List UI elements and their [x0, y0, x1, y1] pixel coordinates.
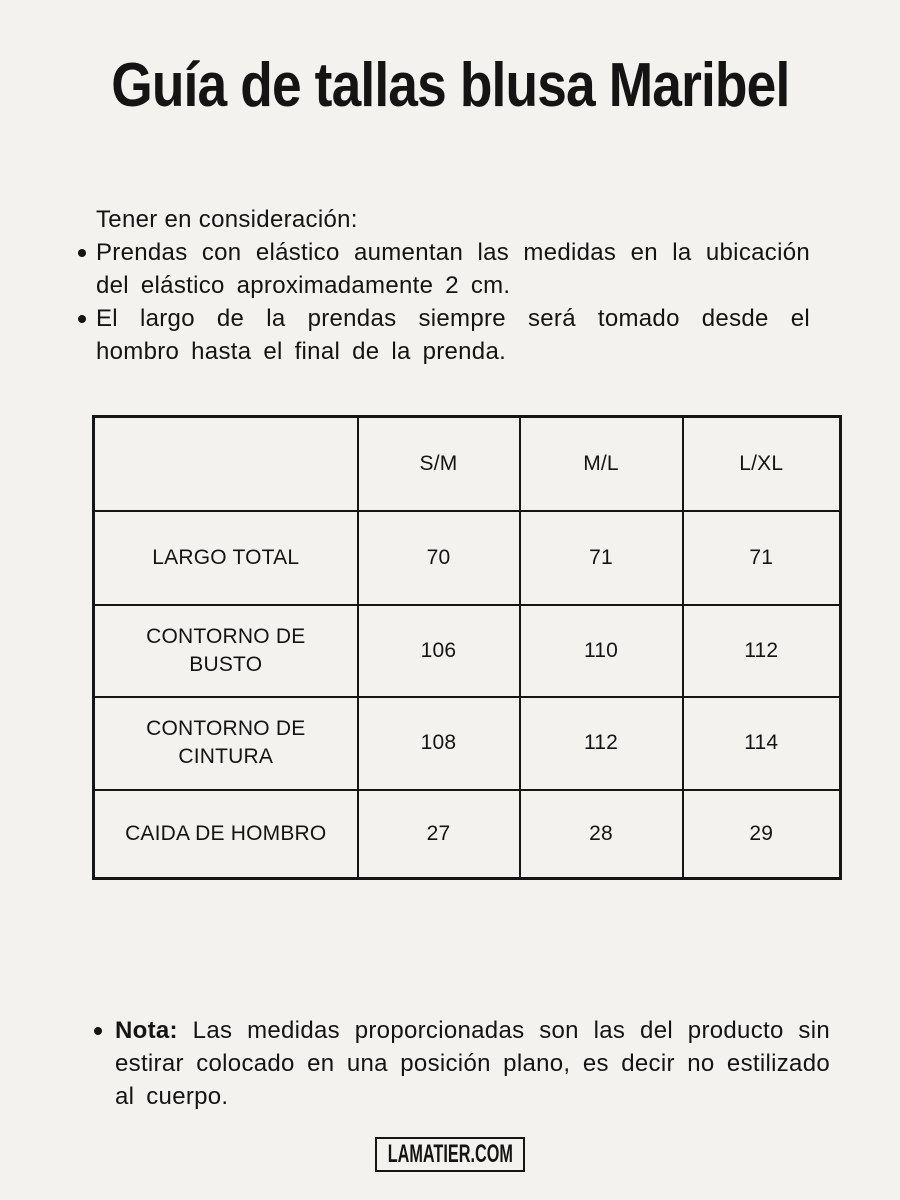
bullet-icon — [94, 1027, 102, 1035]
row-label: CONTORNO DE CINTURA — [146, 717, 306, 768]
considerations-heading: Tener en consideración: — [96, 206, 358, 233]
bullet-icon — [78, 249, 86, 257]
table-header-row — [94, 417, 841, 511]
table-corner-cell — [94, 417, 358, 511]
measure-cell: 114 — [683, 697, 841, 790]
measure-cell: 108 — [358, 697, 520, 790]
table-row — [94, 511, 841, 605]
consideration-text: El largo de la prendas siempre será tomado desde el hombro hasta el final de la prenda. — [96, 305, 810, 365]
column-header-ml: M/L — [520, 417, 683, 511]
row-label-cell — [94, 790, 358, 879]
table-row — [94, 790, 841, 879]
measure-cell: 27 — [358, 790, 520, 879]
measure-cell: 28 — [520, 790, 683, 879]
column-header-lxl: L/XL — [683, 417, 841, 511]
row-label: CONTORNO DE BUSTO — [146, 624, 306, 676]
measure-cell: 112 — [683, 605, 841, 697]
brand-label: LAMATIER.COM — [387, 1140, 513, 1168]
note-item — [92, 1014, 830, 1113]
column-header-sm: S/M — [358, 417, 520, 511]
bullet-icon — [78, 315, 86, 323]
measure-cell: 70 — [358, 511, 520, 605]
table-row — [94, 605, 841, 697]
page-title — [0, 51, 900, 120]
page-title-text: Guía de tallas blusa Maribel — [110, 51, 790, 120]
table-row — [94, 697, 841, 790]
list-item — [75, 302, 810, 368]
size-table — [92, 415, 842, 880]
considerations-section — [75, 203, 810, 368]
list-item — [75, 236, 810, 302]
measure-cell: 71 — [520, 511, 683, 605]
brand-box — [375, 1137, 525, 1172]
row-label-cell — [94, 511, 358, 605]
measure-cell: 106 — [358, 605, 520, 697]
measure-cell: 71 — [683, 511, 841, 605]
measure-cell: 29 — [683, 790, 841, 879]
note-section — [92, 1014, 830, 1113]
measure-cell: 110 — [520, 605, 683, 697]
row-label: CAIDA DE HOMBRO — [125, 821, 327, 845]
note-label: Nota: — [115, 1017, 178, 1044]
note-text: Las medidas proporcionadas son las del producto sin estirar colocado en una posición plano, es decir no estilizado al cuerpo. — [115, 1017, 831, 1110]
consideration-text: Prendas con elástico aumentan las medidas en la ubicación del elástico aproximadamente 2 cm. — [96, 239, 810, 299]
row-label-cell — [94, 605, 358, 697]
row-label-cell — [94, 697, 358, 790]
row-label: LARGO TOTAL — [152, 545, 300, 569]
measure-cell: 112 — [520, 697, 683, 790]
